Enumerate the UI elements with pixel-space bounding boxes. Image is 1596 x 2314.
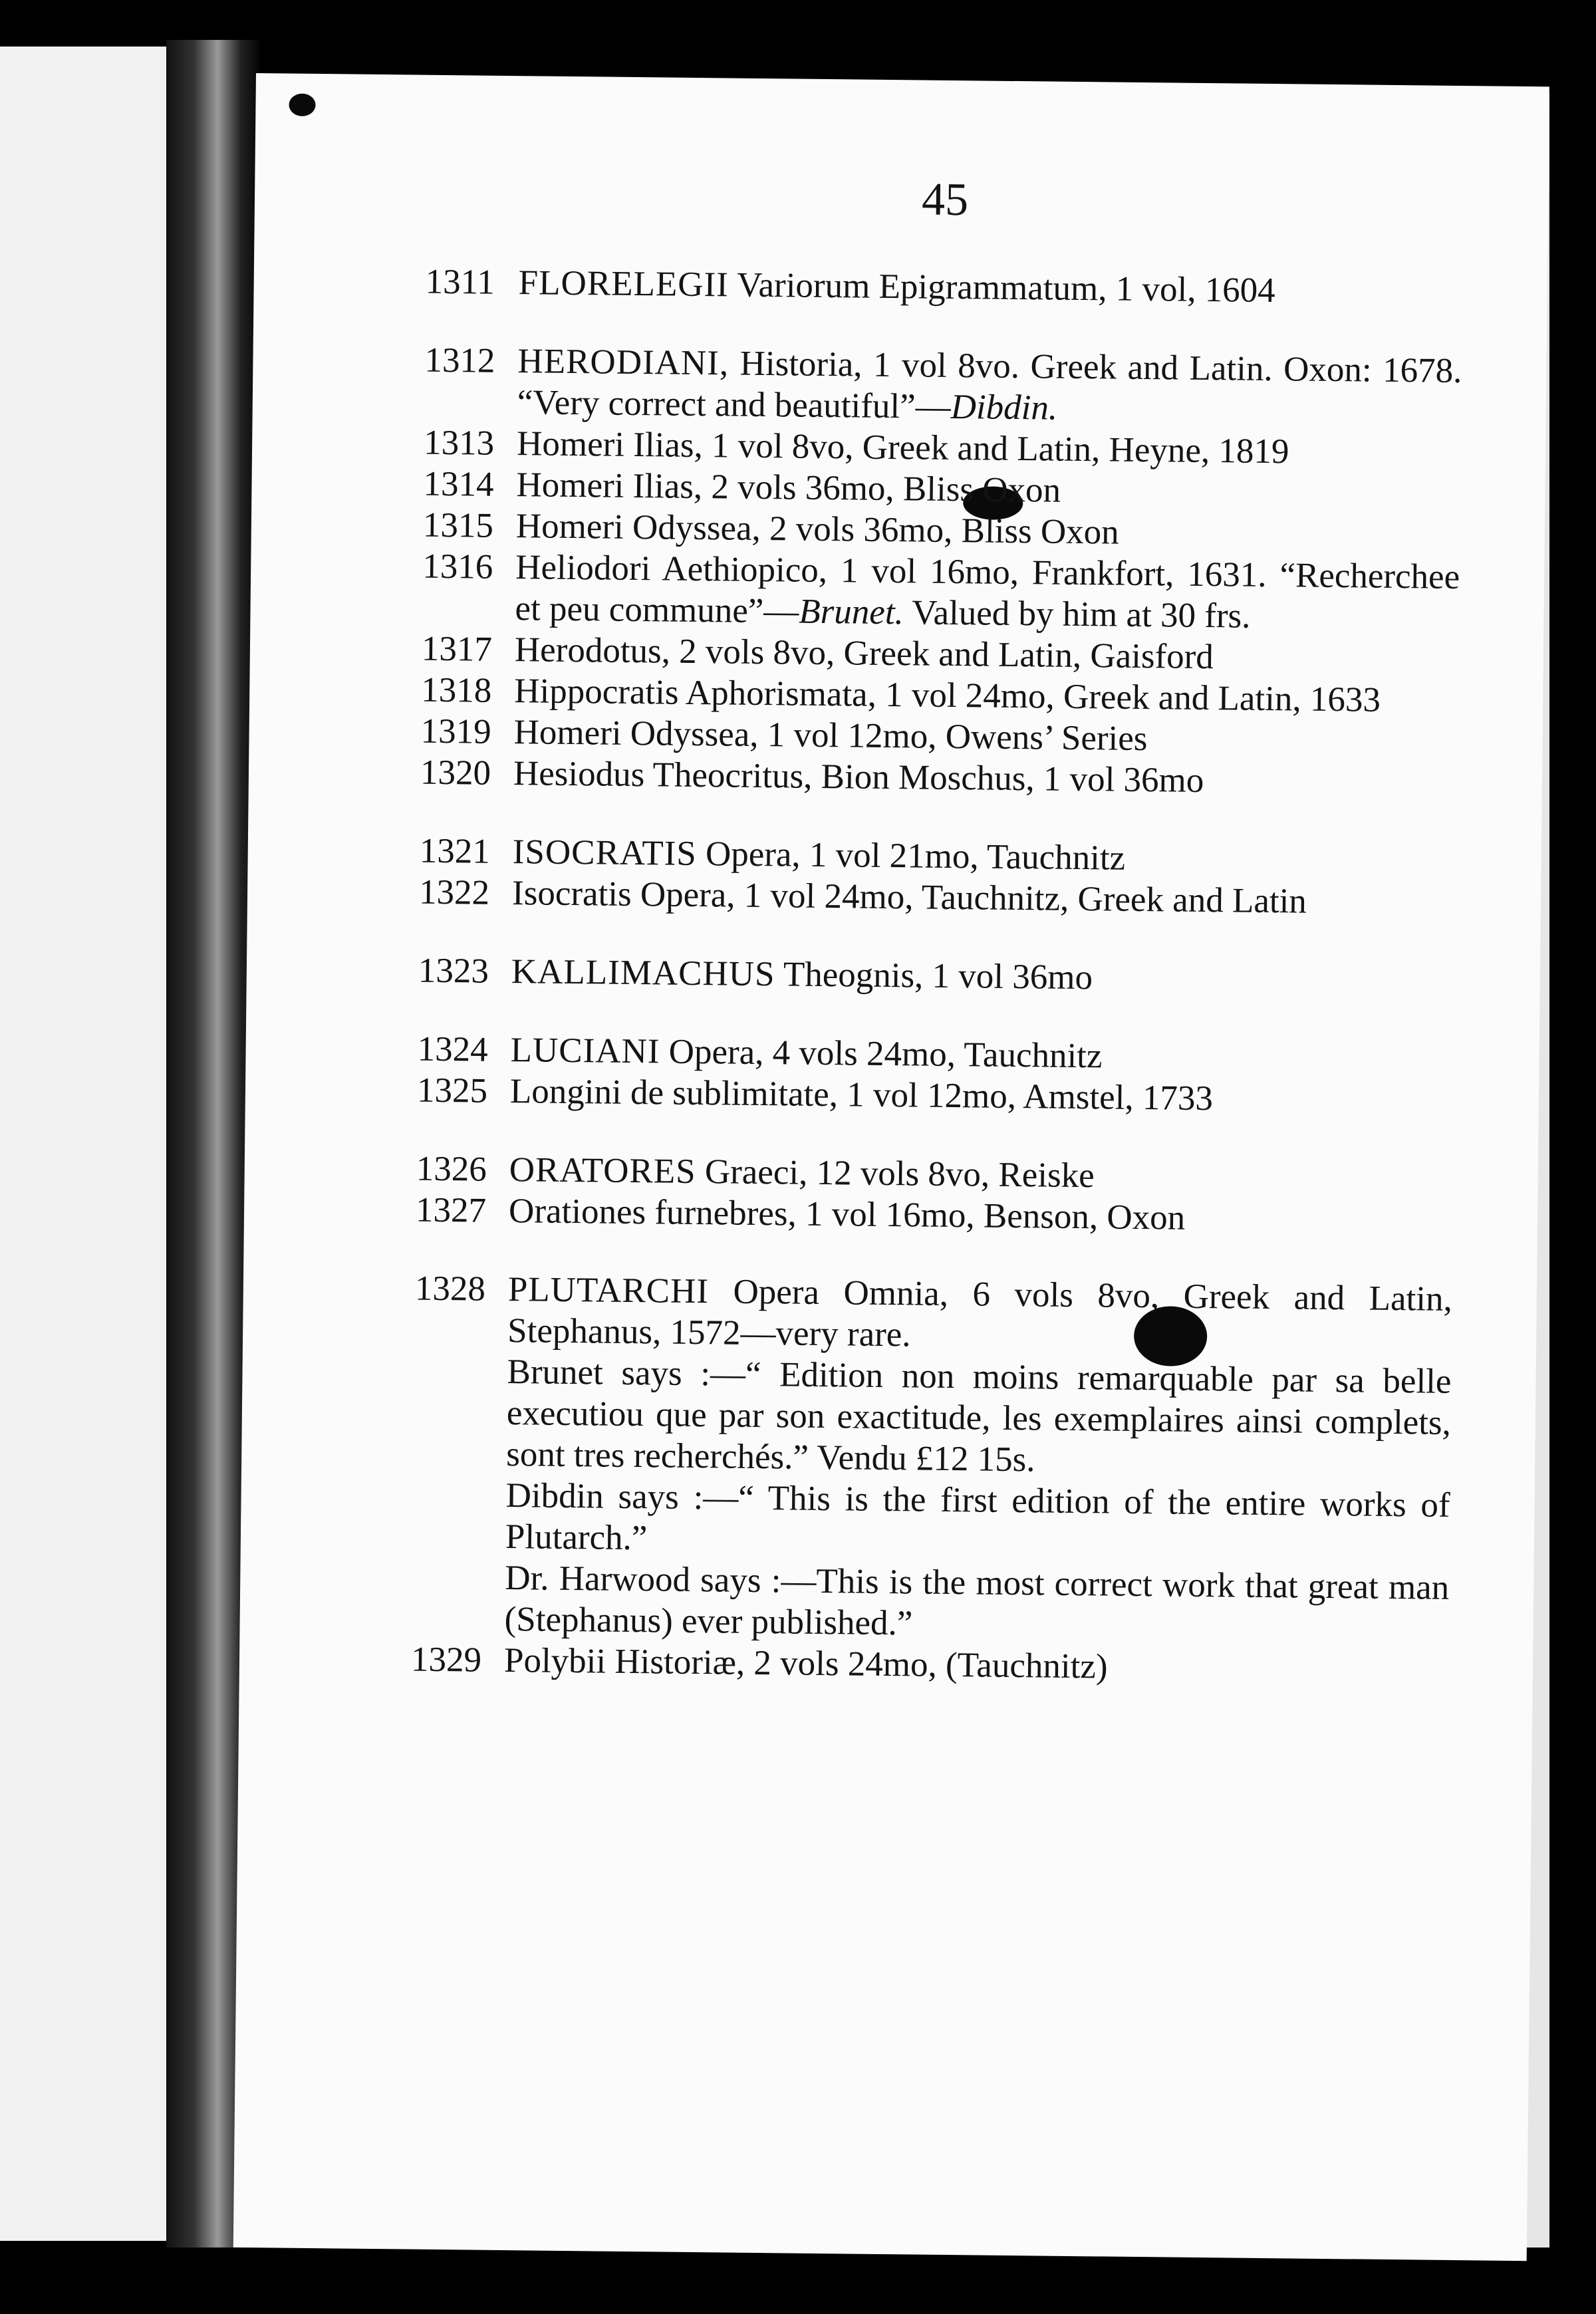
harwood-quote: Dr. Harwood says :—This is the most correct work that great man (Stephanus) ever published.” — [504, 1559, 1450, 1643]
entry-number: 1320 — [420, 753, 491, 793]
entry-description: Orationes furnebres, 1 vol 16mo, Benson, Oxon — [508, 1192, 1186, 1237]
entry-note: Valued by him at 30 frs. — [903, 593, 1251, 636]
entry-description: Hippocratis Aphorismata, 1 vol 24mo, Greek and Latin, 1633 — [513, 672, 1381, 719]
entry-heading: LUCIANI — [510, 1031, 660, 1071]
entry-heading: PLUTARCHI — [507, 1270, 710, 1311]
entry-heading: FLORELEGII — [518, 263, 730, 305]
entry-description: Isocratis Opera, 1 vol 24mo, Tauchnitz, Greek and Latin — [511, 874, 1307, 921]
entry-group — [417, 1029, 1455, 1122]
entry-heading: ISOCRATIS — [512, 833, 698, 874]
entry-title-line — [507, 1269, 1452, 1361]
dibdin-quote: Dibdin says :—“ This is the first edition of the entire works of Plutarch.” — [505, 1476, 1450, 1558]
entry-heading: HERODIANI, — [517, 342, 730, 383]
entry-number: 1329 — [410, 1640, 482, 1680]
entry-description: Heliodori Aethiopico, 1 vol 16mo, Frankfort, 1631. “Recherchee et peu commune”— — [515, 548, 1460, 631]
entry-description: Opera Omnia, 6 vols 8vo, Greek and Latin, Stephanus, 1572—very rare. — [507, 1272, 1453, 1354]
entry-description: Homeri Odyssea, 2 vols 36mo, Bliss Oxon — [515, 507, 1120, 552]
entry-number: 1323 — [418, 951, 489, 991]
entry-number: 1325 — [416, 1071, 488, 1110]
entry-text — [517, 340, 1462, 433]
entry-heading: KALLIMACHUS — [511, 952, 775, 994]
ink-blot — [289, 94, 315, 116]
entry-number: 1313 — [423, 423, 495, 463]
entry-description: Theognis, 1 vol 36mo — [775, 955, 1093, 997]
entry-description: Opera, 4 vols 24mo, Tauchnitz — [660, 1032, 1103, 1076]
catalogue-entry — [422, 546, 1460, 639]
entry-number: 1312 — [424, 340, 495, 380]
entry-number: 1318 — [420, 670, 492, 710]
entry-group — [416, 1148, 1454, 1241]
entry-number: 1322 — [418, 872, 490, 912]
entry-description: Homeri Ilias, 1 vol 8vo, Greek and Latin, Heyne, 1819 — [516, 424, 1289, 471]
entry-citation: Dibdin. — [950, 387, 1058, 428]
entry-number: 1328 — [414, 1269, 486, 1309]
entry-number: 1324 — [417, 1029, 488, 1069]
entry-number: 1314 — [423, 464, 494, 504]
entry-number: 1321 — [419, 831, 491, 871]
brunet-quote: Brunet says :—“ Edition non moins remarquable par sa belle executiou que par son exactitude, les exemplaires ainsi complets, sont tres recherchés.” Vendu £12 15s. — [505, 1352, 1452, 1479]
entry-number: 1311 — [425, 262, 495, 302]
entry-description: Homeri Ilias, 2 vols 36mo, Bliss Oxon — [516, 465, 1061, 510]
entry-number: 1316 — [422, 547, 493, 586]
entry-text — [504, 1269, 1452, 1650]
entry-heading: ORATORES — [509, 1150, 696, 1192]
entry-number: 1326 — [416, 1149, 487, 1189]
entry-description: Graeci, 12 vols 8vo, Reiske — [696, 1152, 1095, 1196]
entry-description: Polybii Historiæ, 2 vols 24mo, (Tauchnitz) — [503, 1641, 1108, 1686]
entry-group — [419, 831, 1457, 924]
entry-description: Longini de sublimitate, 1 vol 12mo, Amstel, 1733 — [509, 1072, 1214, 1118]
entry-number: 1315 — [422, 505, 494, 545]
entry-description: Historia, 1 vol 8vo. Greek and Latin. Oxon: 1678. “Very correct and beautiful”— — [517, 344, 1462, 426]
catalogue-entry-plutarch — [411, 1268, 1452, 1650]
entry-description: Variorum Epigrammatum, 1 vol, 1604 — [728, 265, 1276, 311]
entry-description: Hesiodus Theocritus, Bion Moschus, 1 vol 36mo — [513, 754, 1204, 800]
catalogue-entry — [424, 340, 1462, 433]
catalogue-text — [411, 168, 1464, 1691]
entry-description: Herodotus, 2 vols 8vo, Greek and Latin, Gaisford — [514, 630, 1214, 677]
entry-text — [515, 547, 1460, 639]
page-number: 45 — [921, 174, 969, 226]
entry-number: 1319 — [420, 711, 491, 751]
entry-number: 1327 — [415, 1190, 487, 1230]
entry-description: Homeri Odyssea, 1 vol 12mo, Owens’ Series — [513, 713, 1148, 759]
entry-number: 1317 — [421, 629, 493, 669]
catalogue-page — [233, 73, 1549, 2261]
entry-citation: Brunet. — [799, 592, 904, 632]
entry-description: Opera, 1 vol 21mo, Tauchnitz — [696, 835, 1126, 878]
entry-group — [420, 340, 1462, 804]
